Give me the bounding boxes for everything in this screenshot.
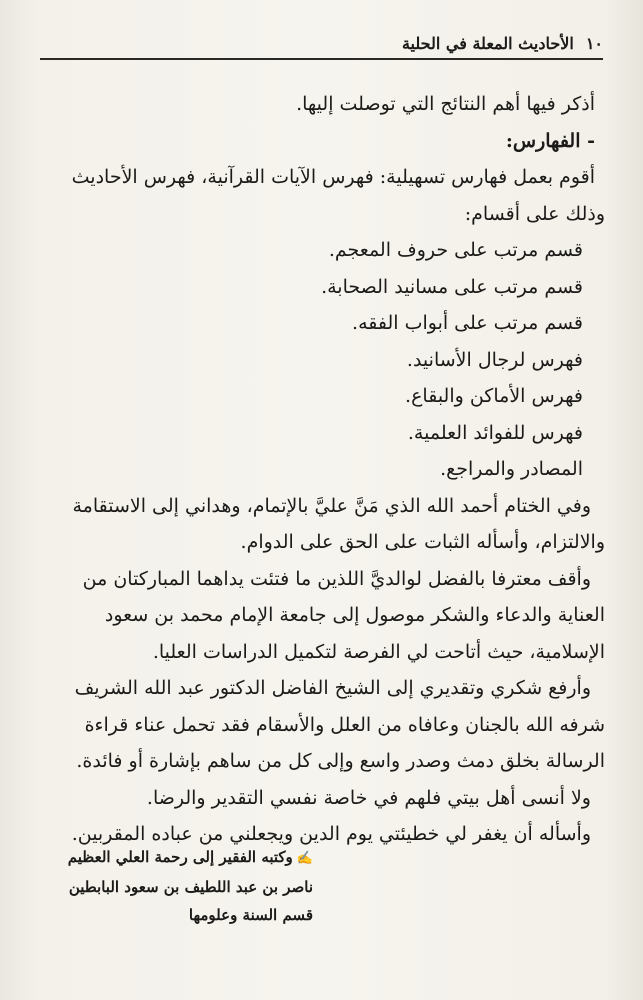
signature-line — [68, 843, 313, 873]
paragraph-line: الرسالة بخلق دمث وصدر واسع وإلى كل من ساهم بإشارة أو فائدة. — [76, 750, 605, 772]
signature-department: قسم السنة وعلومها — [188, 906, 313, 924]
list-item: قسم مرتب على مسانيد الصحابة. — [321, 275, 583, 298]
paragraph-line: وأقف معترفا بالفضل لوالديَّ اللذين ما فتئت يداهما المباركتان من — [82, 567, 591, 590]
page-header — [40, 30, 603, 56]
header-rule — [40, 58, 603, 60]
paragraph-line: ولا أنسى أهل بيتي فلهم في خاصة نفسي التقدير والرضا. — [146, 786, 591, 809]
section-heading: - الفهارس: — [505, 129, 595, 152]
signature-name: ناصر بن عبد اللطيف بن سعود البابطين — [68, 878, 313, 896]
list-item: فهرس لرجال الأسانيد. — [406, 348, 583, 371]
list-item: فهرس للفوائد العلمية. — [407, 421, 583, 444]
paragraph-line: العناية والدعاء والشكر موصول إلى جامعة الإمام محمد بن سعود — [104, 604, 605, 626]
signature-block — [68, 843, 313, 929]
signature-text: وكتبه الفقير إلى رحمة العلي العظيم — [67, 848, 293, 866]
list-item: المصادر والمراجع. — [440, 458, 583, 480]
paragraph-line: وأرفع شكري وتقديري إلى الشيخ الفاضل الدكتور عبد الله الشريف — [74, 677, 591, 699]
pen-icon: ✍ — [296, 851, 313, 866]
paragraph-line: أقوم بعمل فهارس تسهيلية: فهرس الآيات القرآنية، فهرس الأحاديث — [71, 166, 595, 188]
body-text — [40, 86, 605, 853]
paragraph-line: وذلك على أقسام: — [464, 202, 605, 225]
list-item: قسم مرتب على أبواب الفقه. — [352, 312, 583, 334]
page-number: ١٠ — [585, 33, 603, 53]
running-title: الأحاديث المعلة في الحلية — [401, 33, 574, 53]
paragraph-line: وفي الختام أحمد الله الذي مَنَّ عليَّ بالإتمام، وهداني إلى الاستقامة — [72, 494, 591, 517]
paragraph-line: والالتزام، وأسأله الثبات على الحق على الدوام. — [240, 531, 605, 553]
paragraph-line: شرفه الله بالجنان وعافاه من العلل والأسقام فقد تحمل عناء قراءة — [84, 713, 605, 736]
paragraph-line: الإسلامية، حيث أتاحت لي الفرصة لتكميل الدراسات العليا. — [152, 640, 605, 663]
paragraph-line: أذكر فيها أهم النتائج التي توصلت إليها. — [296, 93, 595, 115]
paragraph-line: وأسأله أن يغفر لي خطيئتي يوم الدين ويجعلني من عباده المقربين. — [71, 823, 591, 845]
list-item: فهرس الأماكن والبقاع. — [405, 385, 583, 407]
list-item: قسم مرتب على حروف المعجم. — [328, 239, 583, 261]
